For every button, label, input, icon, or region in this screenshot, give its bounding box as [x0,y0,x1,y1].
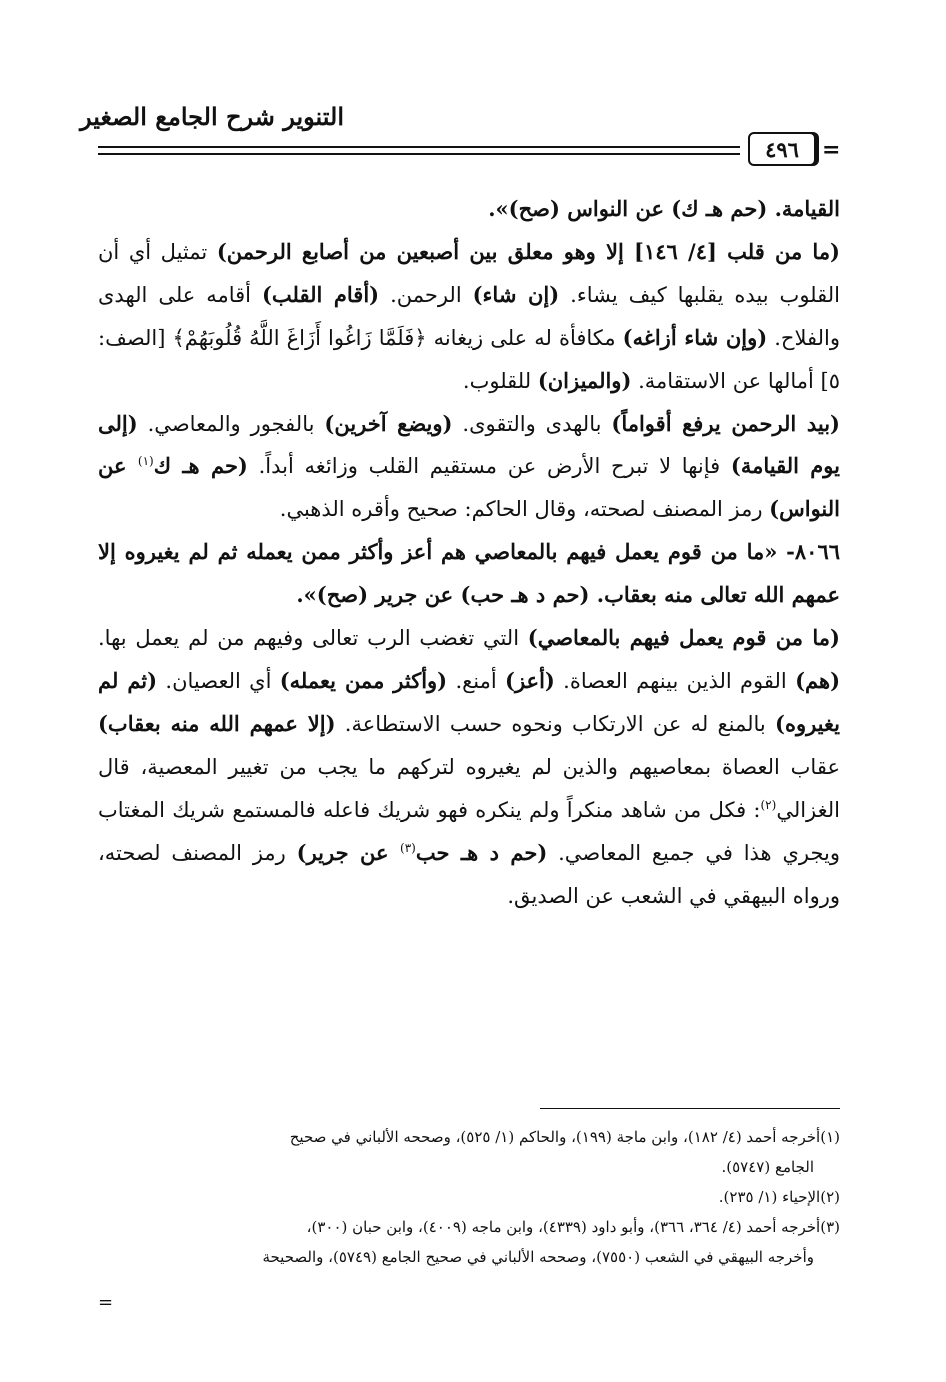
commentary-text: أي العصيان. [157,668,280,693]
commentary-text: بالفجور والمعاصي. [137,411,325,436]
source-reference: عن جرير) [296,839,401,865]
hadith-quote: (إلا عمهم الله منه بعقاب) [98,710,336,736]
hadith-quote: (والميزان) [537,367,632,393]
footnote-3-text: (٣)أخرجه أحمد (٤/ ٣٦٤، ٣٦٦)، وأبو داود (٤٣٣٩)، وابن ماجه (٤٠٠٩)، وابن حبان (٣٠٠)، [306,1218,840,1236]
header-rule-lower [98,153,740,155]
hadith-quote: (أقام القلب) [261,281,380,307]
commentary-text: رمز المصنف لصحته، ورواه البيهقي في الشعب عن الصديق. [98,840,840,908]
hadith-quote: (إن شاء) [472,281,560,307]
footnote-3-continuation: وأخرجه البيهقي في الشعب (٧٥٥٠)، وصححه الألباني في صحيح الجامع (٥٧٤٩)، والصحيحة [262,1248,814,1266]
hadith-quote: (إلى يوم القيامة) [98,410,840,479]
footnote-marker[interactable]: (١) [137,454,154,469]
hadith-quote: (ما من قلب [٤/ ١٤٦] إلا وهو معلق بين أصبعين من أصابع الرحمن) [216,238,840,264]
hadith-quote: (هم) [795,667,841,693]
source-reference: عن النواس) [98,453,840,522]
commentary-text: عقاب العصاة بمعاصيهم والذين لم يغيروه لتركهم ما يجب من تغيير المعصية، قال الغزالي [98,754,840,822]
page-number: ٤٩٦ [765,136,799,162]
commentary-text: فإنها لا تبرح الأرض عن مستقيم القلب وزائغه أبداً. [247,454,731,479]
hadith-quote: (بيد الرحمن يرفع أقواماً) [611,410,840,436]
commentary-text: التي تغضب الرب تعالى وفيهم من لم يعمل بها. [98,626,528,651]
hadith-8066: ٨٠٦٦- «ما من قوم يعمل فيهم بالمعاصي هم أعز وأكثر ممن يعمله ثم لم يغيروه إلا عمهم الله تعالى منه بعقاب. (حم د هـ حب) عن جرير (صح)». [98,539,841,608]
footnote-separator [540,1108,840,1109]
footnote-continuation-mark: = [98,1292,114,1313]
running-title: التنوير شرح الجامع الصغير [80,102,344,131]
paragraph-4 [98,617,840,917]
header-continuation-mark: = [822,137,841,163]
footnote-marker[interactable]: (٣) [400,840,416,855]
commentary-text: رمز المصنف لصحته، وقال الحاكم: صحيح وأقره الذهبي. [279,497,770,522]
paragraph-2 [98,403,840,532]
footnote-1-continuation: الجامع (٥٧٤٧). [721,1158,814,1176]
hadith-quote: (ما من قوم يعمل فيهم بالمعاصي) [527,625,840,651]
hadith-ending: القيامة. (حم هـ ك) عن النواس (صح)». [488,196,840,221]
commentary-text: للقلوب. [462,368,538,393]
commentary-text: تمثيل أي أن القلوب بيده يقلبها كيف يشاء. [98,239,840,307]
source-reference: (حم د هـ حب [415,839,548,865]
footnote-1 [98,1122,840,1182]
footnote-marker[interactable]: (٢) [760,797,777,812]
hadith-quote: (أعز) [505,667,555,693]
footnotes [98,1122,840,1272]
source-reference: (حم هـ ك [153,453,248,479]
commentary-text: : فكل من شاهد منكراً ولم ينكره فهو شريك فاعله فالمستمع شريك المغتاب ويجري هذا في جميع المعاصي. [98,797,841,865]
footnote-2: (٢)الإحياء (١/ ٢٣٥). [718,1188,840,1206]
page-number-box [748,132,816,166]
footnote-3 [98,1212,840,1272]
hadith-quote: (وإن شاء أزاغه) [622,324,768,350]
commentary-text: بالهدى والتقوى. [452,411,612,436]
hadith-quote: (ثم لم يغيروه) [98,667,840,736]
commentary-text: أمنع. [447,668,506,693]
main-text [98,188,840,917]
hadith-quote: (ويضع آخرين) [324,410,453,436]
footnote-1-text: (١)أخرجه أحمد (٤/ ١٨٢)، وابن ماجة (١٩٩)، والحاكم (١/ ٥٢٥)، وصححه الألباني في صحيح [289,1128,840,1146]
hadith-quote: (وأكثر ممن يعمله) [279,667,448,693]
commentary-text: بالمنع له عن الارتكاب ونحوه حسب الاستطاعة. [335,711,776,736]
header-rule-upper [98,146,740,148]
commentary-text: الرحمن. [379,282,473,307]
commentary-text: القوم الذين بينهم العصاة. [554,668,796,693]
paragraph-1 [98,188,840,403]
commentary-text: أقامه على الهدى والفلاح. [98,282,841,350]
commentary-text: مكافأة له على زيغانه ﴿فَلَمَّا زَاغُوا أَزَاغَ اللَّهُ قُلُوبَهُمْ﴾ [الصف: ٥] أمالها عن الاستقامة. [98,325,840,393]
